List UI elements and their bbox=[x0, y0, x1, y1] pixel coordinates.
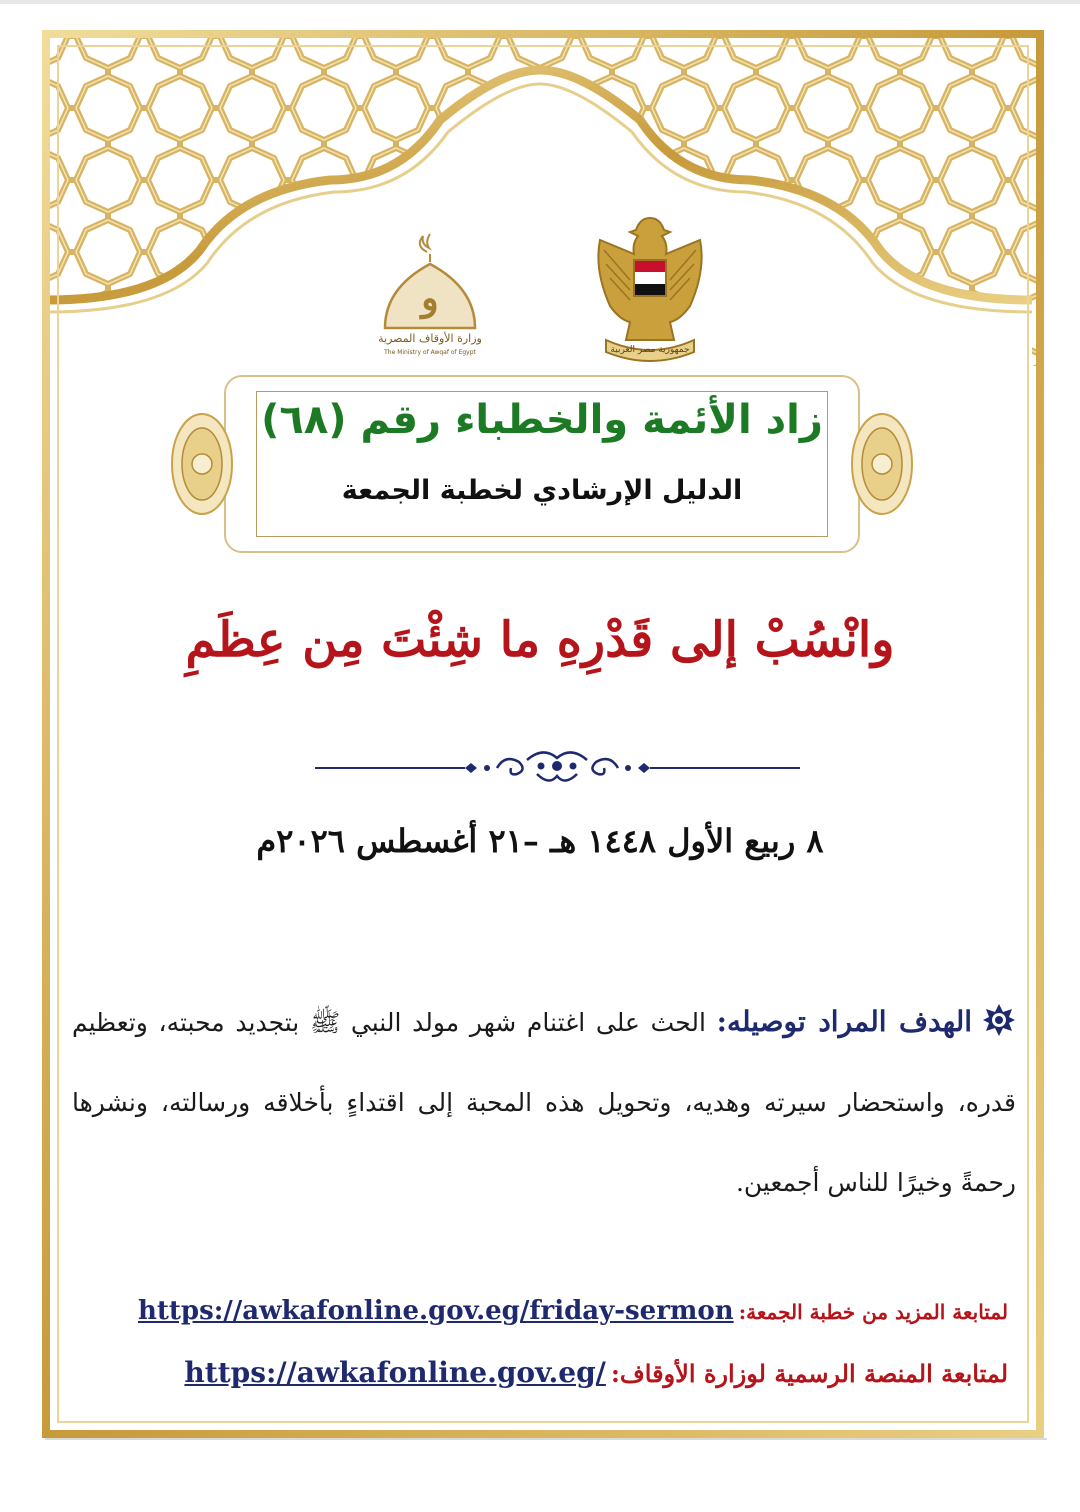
awkaf-platform-link[interactable]: https://awkafonline.gov.eg/ bbox=[184, 1356, 606, 1389]
ministry-caption-en: The Ministry of Awqaf of Egypt bbox=[384, 349, 476, 356]
friday-sermon-link[interactable]: https://awkafonline.gov.eg/friday-sermon bbox=[137, 1296, 734, 1326]
awkaf-ministry-logo bbox=[355, 228, 505, 368]
goal-text: الحث على اغتنام شهر مولد النبي ﷺ بتجديد محبته، وتعظيم قدره، واستحضار سيرته وهديه، وتحويل هذه المحبة إلى اقتداءٍ بأخلاقه ورسالته، ونشرها رحمةً وخيرًا للناس أجمعين. bbox=[72, 1008, 1016, 1197]
friday-sermon-link-label: لمتابعة المزيد من خطبة الجمعة: bbox=[738, 1300, 1008, 1324]
awkaf-platform-link-row bbox=[184, 1356, 1008, 1389]
ornamental-divider bbox=[315, 740, 800, 796]
right-ornament-medallion bbox=[850, 412, 914, 516]
guide-title: زاد الأئمة والخطباء رقم (٦٨) bbox=[261, 397, 823, 443]
guide-subtitle: الدليل الإرشادي لخطبة الجمعة bbox=[341, 475, 743, 506]
friday-sermon-link-row bbox=[138, 1296, 1008, 1326]
awkaf-platform-link-label: لمتابعة المنصة الرسمية لوزارة الأوقاف: bbox=[611, 1359, 1008, 1388]
star-ornament-icon bbox=[982, 1003, 1016, 1037]
sermon-headline: وانْسُبْ إلى قَدْرِهِ ما شِئْتَ مِن عِظَمِ bbox=[185, 612, 895, 668]
sermon-goal bbox=[72, 982, 1016, 1223]
bottom-rule bbox=[45, 1438, 1047, 1440]
svg-text:و: و bbox=[421, 277, 439, 319]
ministry-caption: وزارة الأوقاف المصرية bbox=[378, 332, 482, 345]
title-box bbox=[224, 375, 860, 553]
sermon-date: ٨ ربيع الأول ١٤٤٨ هـ –٢١ أغسطس ٢٠٢٦م bbox=[256, 822, 824, 860]
goal-label: الهدف المراد توصيله: bbox=[716, 1005, 973, 1038]
eagle-caption: جمهورية مصر العربية bbox=[610, 345, 690, 355]
egypt-eagle-emblem bbox=[590, 210, 710, 366]
left-ornament-medallion bbox=[170, 412, 234, 516]
